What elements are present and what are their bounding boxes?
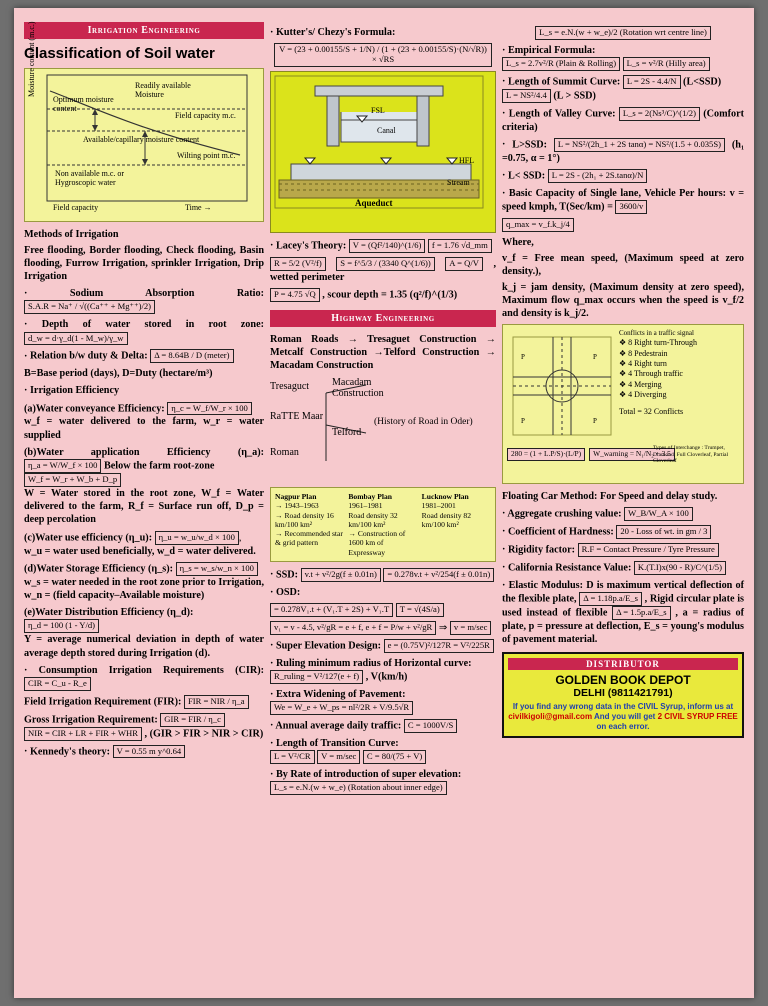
- super-elevation-label: Super Elevation Design:: [275, 639, 382, 651]
- qmax-row: [502, 218, 744, 232]
- column-irrigation: [24, 22, 264, 992]
- lacey-formula-7: , scour depth = 1.35 (q²/f)^(1/3): [322, 289, 458, 301]
- interchange-types-note: Types of Interchange : Trumpet, Diamond, Full Cloverleaf, Partial Cloverleaf: [653, 445, 729, 464]
- distributor-line-3c: on: [596, 722, 607, 732]
- kennedy-formula: V = 0.55 m y^0.64: [113, 745, 186, 759]
- hardness-label: Coefficient of Hardness:: [507, 526, 614, 538]
- summit-note-2: (L > SSD): [553, 90, 596, 102]
- figure-label-field-capacity: Field capacity: [53, 203, 99, 212]
- ssd-formula-2: = 0.278v.t + v²/254(f ± 0.01n): [383, 568, 494, 582]
- distributor-email[interactable]: civilkigoli@gmail.com: [508, 712, 593, 722]
- conflict-item-4: ❖ 4 Through traffic: [619, 369, 683, 379]
- where-line-1: v_f = Free mean speed, (Maximum speed at zero density.),: [502, 252, 744, 277]
- transition-curve-item: [270, 737, 496, 764]
- california-resistance-item: [502, 561, 744, 575]
- ruling-radius-formula: R_ruling = V²/127(e + f): [270, 670, 363, 684]
- basic-capacity-item: [502, 187, 744, 214]
- valley-formula: L_s = 2(Ns³/C)^(1/2): [619, 107, 700, 121]
- intro-super-elevation-item: [270, 768, 496, 795]
- plan-lucknow-line-1: 1981–2001: [421, 501, 456, 511]
- kutter-item: [270, 26, 496, 39]
- osd-label: OSD:: [275, 586, 301, 598]
- lacey-formula-3: R = 5/2 (V²/f): [270, 257, 326, 271]
- page-title: Classification of Soil water: [24, 45, 215, 62]
- figure-label-hfl: HFL: [459, 156, 475, 165]
- elastic-formula-2: Δ = 1.5p.a/E_s: [612, 606, 670, 620]
- duty-label: Relation b/w duty & Delta:: [29, 350, 148, 362]
- summit-curve-label: Length of Summit Curve:: [507, 76, 621, 88]
- distributor-note: [508, 702, 738, 732]
- ssd-formula-1: v.t + v²/2g(f ± 0.01n): [301, 568, 381, 582]
- osd-formula-3: v₁ = v - 4.5, v²/gR = e + f, e + f = P/w + v²/gR: [270, 621, 436, 635]
- plan-nagpur-head: Nagpur Plan: [275, 492, 317, 502]
- fir-formula: FIR = NIR / η_a: [184, 695, 249, 709]
- figure-label-optimum: Optimum moisture content: [53, 95, 114, 113]
- methods-text: Free flooding, Border flooding, Check flooding, Basin flooding, Furrow Irrigation, sprinkler Irrigation, Drip Irrigation: [24, 245, 264, 283]
- l-greater-ssd-note: (h₁ =0.75, α = 1°): [502, 139, 745, 164]
- eff-item-use: (c)Water use efficiency (η_u): η_u = w_u/w_d × 100 , w_u = water used beneficially, w_d = water delivered.: [24, 531, 264, 558]
- extra-widening-item: [270, 688, 496, 715]
- lacey-row-2: [270, 257, 496, 284]
- lacey-label: Lacey's Theory:: [275, 240, 347, 252]
- figure-label-aqueduct: Aqueduct: [355, 198, 393, 208]
- eff-conveyance-formula: η_c = W_f/W_r × 100: [167, 402, 252, 416]
- lacey-formula-4: S = f^5/3 / (3340 Q^(1/6)): [336, 257, 435, 271]
- plan-bombay-line-1: 1961–1981: [348, 501, 383, 511]
- super-elevation-item: [270, 639, 496, 653]
- lacey-formula-5: A = Q/V: [445, 257, 483, 271]
- hardness-formula: 20 - Loss of wt. in gm / 3: [616, 525, 711, 539]
- ssd-item: [270, 568, 496, 582]
- table-road-plans: [270, 487, 496, 562]
- ruling-radius-item: [270, 657, 496, 684]
- banner-highway-engineering: Highway Engineering: [270, 310, 496, 327]
- transition-curve-label: Length of Transition Curve:: [275, 737, 399, 749]
- figure-road-history: [270, 375, 496, 483]
- basic-capacity-formula: 3600/v: [615, 200, 647, 214]
- conflicts-formula-2: W_warning = N₁/N₂ + 3.5: [589, 448, 675, 461]
- distributor-box: [502, 652, 744, 738]
- elastic-note-2: , a = radius of plate, p = pressure at deflection, E_s = young's modulus of pavement material.: [502, 607, 744, 645]
- aggregate-crushing-label: Aggregate crushing value:: [507, 508, 622, 520]
- figure-y-axis-label: Moisture content (m.c.): [27, 21, 36, 97]
- figure-label-canal: Canal: [377, 126, 396, 135]
- elastic-formula-1: Δ = 1.18p.a/E_s: [579, 592, 642, 606]
- qmax-formula: q_max = v_f.k_j/4: [502, 218, 574, 232]
- eff-use-label: (c)Water use efficiency (η_u):: [24, 532, 153, 544]
- osd-formula-4: v = m/sec: [450, 621, 492, 635]
- osd-row-2: v₁ = v - 4.5, v²/gR = e + f, e + f = P/w + v²/gR ⇒ v = m/sec: [270, 621, 496, 635]
- eff-application-formula: η_a = W/W_f × 100: [24, 459, 101, 473]
- conflict-item-2: ❖ 8 Pedestrain: [619, 348, 668, 358]
- kennedy-item: [24, 745, 264, 759]
- plan-bombay-head: Bombay Plan: [348, 492, 392, 502]
- gir-formula: GIR = FIR / η_c: [160, 713, 225, 727]
- l-greater-ssd-item: [502, 138, 744, 165]
- eff-storage-formula: η_s = w_s/w_n × 100: [176, 562, 258, 576]
- elastic-note-1: , Rigid circular plate is used instead of flexible: [502, 593, 744, 619]
- lacey-item: [270, 239, 496, 253]
- empirical-item: [502, 44, 744, 71]
- conflicts-total: Total = 32 Conflicts: [619, 406, 684, 416]
- lacey-row-3: [270, 288, 496, 302]
- plan-nagpur-line-3: → Recommended star & grid pattern: [275, 529, 343, 548]
- kutter-label: Kutter's/ Chezy's Formula:: [275, 27, 396, 38]
- kennedy-label: Kennedy's theory:: [29, 745, 111, 757]
- eff-item-conveyance: [24, 402, 264, 442]
- figure-label-wilting-point: Wilting point m.c.: [177, 151, 236, 160]
- rotation-centre-line-formula: L_s = e.N.(w + w_e)/2 (Rotation wrt centre line): [535, 26, 711, 40]
- conflicts-title: Conflicts in a traffic signal: [619, 329, 694, 338]
- cir-label: Consumption Irrigation Requirements (CIR):: [38, 664, 264, 676]
- transition-formula-1: L = V²/CR: [270, 750, 315, 764]
- distributor-heading: DISTRIBUTOR: [508, 658, 738, 670]
- svg-text:P: P: [521, 353, 525, 362]
- banner-irrigation-engineering: Irrigation Engineering: [24, 22, 264, 39]
- kutter-formula: V = (23 + 0.00155/S + 1/N) / (1 + (23 + 0.00155/S)·(N/√R)) × √RS: [274, 43, 492, 67]
- figure-label-non-available: Non available m.c. or Hygroscopic water: [55, 169, 125, 187]
- label-ratte-maar: RaTTE Maar: [270, 411, 324, 423]
- fir-label: Field Irrigation Requirement (FIR):: [24, 696, 182, 708]
- roman-roads-text: Roman Roads → Tresaguet Construction → Metcalf Construction →Telford Construction → Macadam Construction: [270, 333, 496, 371]
- figure-label-readily-available: Readily available Moisture: [135, 81, 191, 99]
- eff-application-note: Below the farm root-zone: [103, 460, 215, 472]
- conflict-label-2: 8 Pedestrain: [628, 348, 668, 358]
- figure-label-field-capacity-mc: Field capacity m.c.: [175, 111, 236, 120]
- label-telford: Telford: [332, 427, 362, 439]
- eff-item-application: [24, 446, 264, 527]
- elastic-modulus-label: Elastic Modulus: D is maximum vertical deflection of the flexible plate,: [502, 579, 744, 605]
- elastic-modulus-item: [502, 579, 744, 647]
- plan-nagpur-line-2: → Road density 16 km/100 km²: [275, 510, 334, 529]
- where-line-2: k_j = jam density, (Maximum density at zero speed), Maximum flow q_max occurs when the speed is v_f/2 and density is k_j/2.: [502, 282, 744, 320]
- extra-widening-formula: We = W_e + W_ps = nl²/2R + V/9.5√R: [270, 701, 413, 715]
- conflict-item-1: ❖ 8 Right turn-Through: [619, 338, 698, 348]
- gir-note-formula: NIR = CIR + LR + FIR + WHR: [24, 727, 142, 741]
- eff-application-label: (b)Water application Efficiency (η_a):: [24, 446, 264, 458]
- figure-traffic-conflicts: [502, 324, 744, 484]
- california-resistance-label: California Resistance Value:: [507, 562, 632, 574]
- where-heading: Where,: [502, 236, 534, 248]
- plan-lucknow: [422, 492, 491, 557]
- transition-formula-3: C = 80/(75 + V): [363, 750, 426, 764]
- eff-use-formula: η_u = w_u/w_d × 100: [155, 531, 239, 545]
- figure-aqueduct: [270, 71, 496, 233]
- gir-item: [24, 713, 264, 741]
- eff-item-distribution: [24, 606, 264, 660]
- empirical-label: Empirical Formula:: [507, 44, 596, 56]
- l-greater-ssd-formula: L = NS²/(2h_1 + 2S tanα) = NS²/(1.5 + 0.035S): [554, 138, 725, 152]
- column-hydraulics-highway: [270, 22, 496, 992]
- duty-note: B=Base period (days), D=Duty (hectare/m³): [24, 368, 213, 380]
- lacey-formula-2: f = 1.76 √d_mm: [428, 239, 492, 253]
- svg-text:P: P: [593, 353, 597, 362]
- valley-curve-label: Length of Valley Curve:: [508, 108, 616, 120]
- cir-formula: CIR = C_u - R_e: [24, 677, 91, 691]
- label-macadam: Macadam Construction: [332, 377, 384, 400]
- distributor-line-1: If you find any wrong data in the CIVIL: [512, 702, 659, 712]
- svg-text:P: P: [593, 417, 597, 426]
- conflict-label-5: 4 Merging: [628, 379, 662, 389]
- summit-formula-1: L = 2S - 4.4/N: [623, 75, 681, 89]
- depth-item: [24, 318, 264, 345]
- aadt-label: Annual average daily traffic:: [275, 720, 402, 732]
- l-less-ssd-formula: L = 2S - (2h₁ + 2S.tanα)/N: [548, 169, 648, 183]
- l-less-ssd-item: [502, 169, 744, 183]
- gir-note: , (GIR > FIR > NIR > CIR): [144, 728, 264, 740]
- conflict-label-4: 4 Through traffic: [628, 369, 683, 379]
- eff-conveyance-label: (a)Water conveyance Efficiency:: [24, 402, 165, 414]
- rotation-centre-line-row: [502, 26, 744, 40]
- l-greater-ssd-label: L>SSD:: [512, 139, 547, 151]
- figure-label-fsl: FSL: [371, 106, 385, 115]
- plan-nagpur: [275, 492, 344, 557]
- conflict-item-5: ❖ 4 Merging: [619, 379, 662, 389]
- plan-bombay-line-2: Road density 32 km/100 km²: [348, 510, 398, 529]
- conflict-label-1: 8 Right turn-Through: [628, 338, 698, 348]
- conflicts-formula-1: 280 = (1 + L.P/S)·(L/P): [507, 448, 585, 461]
- plan-bombay: [348, 492, 417, 557]
- depth-formula: d_w = d·γ_d(1 - M_w)/γ_w: [24, 332, 128, 346]
- plan-lucknow-line-2: Road density 82 km/100 km²: [421, 510, 472, 529]
- figure-x-axis-label: Time →: [185, 203, 212, 212]
- intro-super-label: By Rate of introduction of super elevation:: [275, 768, 462, 780]
- rigidity-item: [502, 543, 744, 557]
- distributor-name: GOLDEN BOOK DEPOT: [555, 673, 691, 688]
- fir-item: [24, 695, 264, 709]
- valley-note: (Comfort criteria): [502, 108, 745, 133]
- aggregate-crushing-formula: W_B/W_A × 100: [624, 507, 693, 521]
- extra-widening-label: Extra Widening of Pavement:: [275, 688, 406, 700]
- rigidity-label: Rigidity factor:: [507, 544, 576, 556]
- poster-sheet: [14, 8, 754, 998]
- svg-text:P: P: [521, 417, 525, 426]
- distributor-city: DELHI (9811421791): [573, 687, 673, 700]
- eff-distribution-formula: η_d = 100 (1 - Y/d): [24, 619, 99, 633]
- plan-lucknow-head: Lucknow Plan: [421, 492, 469, 502]
- summit-curve-item: [502, 75, 744, 103]
- eff-application-note2: W = Water stored in the root zone, W_f = Water delivered to the farm, R_f = Surface run off, D_p = deep percolation: [24, 487, 264, 526]
- duty-delta-item: [24, 349, 264, 363]
- conflict-item-6: ❖ 4 Diverging: [619, 390, 667, 400]
- label-roman: Roman: [270, 447, 299, 459]
- duty-formula: Δ = 8.64B / D (meter): [150, 349, 233, 363]
- conflict-label-6: 4 Diverging: [628, 390, 667, 400]
- plan-nagpur-line-1: → 1943–1963: [275, 501, 319, 511]
- intro-super-formula: L_s = e.N.(w + w_e) (Rotation about inner edge): [270, 781, 447, 795]
- aadt-item: [270, 719, 496, 733]
- label-tresaguet: Tresaguct: [270, 381, 310, 393]
- methods-heading: Methods of Irrigation: [24, 229, 119, 240]
- summit-formula-2: L = NS²/4.4: [502, 89, 551, 103]
- plan-bombay-line-3: → Construction of 1600 km of Expressway: [348, 529, 406, 557]
- column-highway-geometrics: [502, 22, 744, 992]
- l-less-ssd-label: L< SSD:: [507, 170, 546, 182]
- aadt-formula: C = 1000V/S: [404, 719, 457, 733]
- osd-row-1: [270, 603, 496, 617]
- distributor-offer: 2 CIVIL SYRUP FREE: [657, 712, 738, 722]
- eff-distribution-label: (e)Water Distribution Efficiency (η_d):: [24, 607, 194, 619]
- label-history-of-road: (History of Road in Oder): [374, 417, 473, 428]
- lacey-formula-1: V = (Qf²/140)^(1/6): [349, 239, 426, 253]
- distributor-line-3: And you will get: [594, 712, 656, 722]
- lacey-formula-6: P = 4.75 √Q: [270, 288, 320, 302]
- cir-item: [24, 664, 264, 691]
- eff-conveyance-note: w_f = water delivered to the farm, w_r = water supplied: [24, 416, 264, 441]
- osd-item: [270, 586, 496, 599]
- sar-formula: S.A.R = Na⁺ / √((Ca⁺⁺ + Mg⁺⁺)/2): [24, 300, 155, 314]
- eff-item-storage: [24, 562, 264, 602]
- empirical-formula-1: L_s = 2.7v²/R (Plain & Rolling): [502, 57, 620, 71]
- lacey-note: , wetted perimeter: [270, 258, 496, 283]
- conflict-item-3: ❖ 4 Right turn: [619, 359, 667, 369]
- empirical-formula-2: L_s = v²/R (Hilly area): [623, 57, 710, 71]
- sar-label: Sodium Absorption Ratio:: [69, 288, 264, 300]
- eff-application-formula2: W_f = W_r + W_b + D_p: [24, 473, 121, 487]
- valley-curve-item: [502, 107, 744, 134]
- ruling-radius-label: Ruling minimum radius of Horizontal curve:: [275, 657, 472, 669]
- osd-formula-1: = 0.278V₁.t + (V₁.T + 2S) + V₁.T: [270, 603, 393, 617]
- summit-note-1: (L<SSD): [683, 76, 722, 88]
- super-elevation-formula: e = (0.75V)²/127R = V²/225R: [384, 639, 494, 653]
- eff-distribution-note: Y = average numerical deviation in depth of water average depth stored during Irrigation (d).: [24, 634, 264, 659]
- efficiency-heading: · Irrigation Efficiency: [24, 384, 264, 397]
- eff-use-note: w_u = water used beneficially, w_d = water delivered.: [24, 545, 256, 557]
- ruling-radius-note: , V(km/h): [365, 671, 408, 683]
- basic-capacity-label: Basic Capacity of Single lane, Vehicle Per hours: v = speed kmph, T(Sec/km) =: [502, 187, 744, 213]
- rigidity-formula: R.F = Contact Pressure / Tyre Pressure: [578, 543, 719, 557]
- california-resistance-formula: K.(T.I)x(90 - R)/C^(1/5): [634, 561, 726, 575]
- gir-label: Gross Irrigation Requirement:: [24, 714, 158, 726]
- eff-storage-note: w_s = water needed in the root zone prior to Irrigation, w_n = (field capacity–Available moisture): [24, 576, 264, 601]
- ssd-label: SSD:: [275, 569, 299, 581]
- distributor-line-2: Syrup, inform us at: [660, 702, 734, 712]
- aggregate-crushing-item: [502, 507, 744, 521]
- floating-car-method: Floating Car Method: For Speed and delay study.: [502, 491, 718, 503]
- figure-label-available-capillary: Available/capillary moisture content: [83, 135, 200, 144]
- columns-container: [14, 8, 754, 998]
- eff-storage-label: (d)Water Storage Efficiency (η_s):: [24, 563, 174, 575]
- transition-formula-2: V = m/sec: [317, 750, 360, 764]
- sar-item: [24, 287, 264, 314]
- conflict-label-3: 4 Right turn: [628, 359, 667, 369]
- depth-label: Depth of water stored in root zone:: [41, 319, 264, 331]
- distributor-line-4: each error.: [608, 722, 650, 732]
- figure-label-stream: Stream: [447, 178, 470, 187]
- osd-formula-2: T = √(4S/a): [396, 603, 444, 617]
- hardness-item: [502, 525, 744, 539]
